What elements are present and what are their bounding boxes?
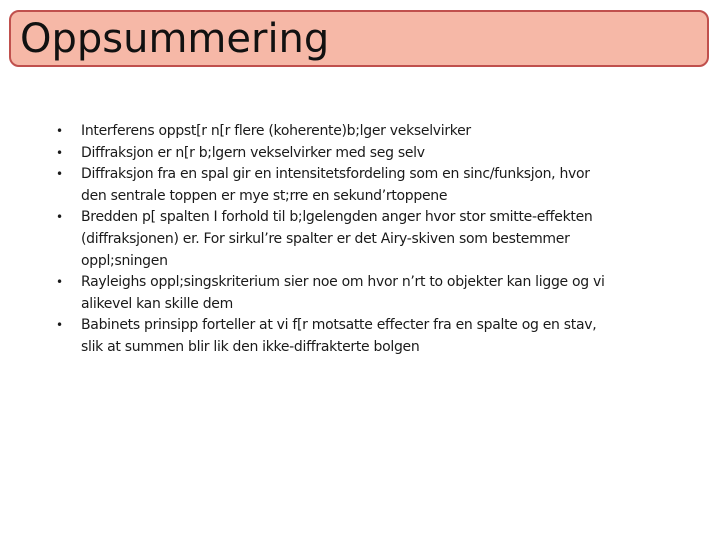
bullet-icon: • bbox=[56, 145, 63, 160]
bullet-item bbox=[56, 143, 616, 165]
bullet-list bbox=[56, 121, 616, 359]
bullet-text: Diffraksjon fra en spal gir en intensitetsfordeling som en sinc/funksjon, hvor den sentrale toppen er mye st;rre en sekund’rtoppene bbox=[81, 166, 590, 204]
bullet-icon: • bbox=[56, 318, 63, 333]
bullet-icon: • bbox=[56, 124, 63, 138]
bullet-text: Interferens oppst[r n[r flere (koherente)b;lger vekselvirker bbox=[81, 123, 471, 139]
bullet-item bbox=[56, 207, 616, 272]
bullet-item bbox=[56, 164, 616, 207]
bullet-text: Rayleighs oppl;singskriterium sier noe om hvor n’rt to objekter kan ligge og vi alikevel kan skille dem bbox=[81, 274, 605, 312]
bullet-item bbox=[56, 315, 616, 358]
bullet-text: Babinets prinsipp forteller at vi f[r motsatte effecter fra en spalte og en stav, slik at summen blir lik den ikke-diffrakterte bolgen bbox=[81, 317, 597, 355]
bullet-item bbox=[56, 121, 616, 143]
bullet-icon: • bbox=[56, 275, 63, 290]
bullet-item bbox=[56, 272, 616, 315]
bullet-icon: • bbox=[56, 210, 63, 225]
bullet-text: Diffraksjon er n[r b;lgern vekselvirker med seg selv bbox=[81, 144, 425, 161]
title-box bbox=[9, 10, 709, 67]
bullet-text: Bredden p[ spalten I forhold til b;lgelengden anger hvor stor smitte-effekten (diffraksjonen) er. For sirkul’re spalter er det Airy-skiven som bestemmer oppl;sningen bbox=[81, 209, 593, 269]
slide-title: Oppsummering bbox=[20, 16, 330, 62]
bullet-icon: • bbox=[56, 167, 63, 182]
